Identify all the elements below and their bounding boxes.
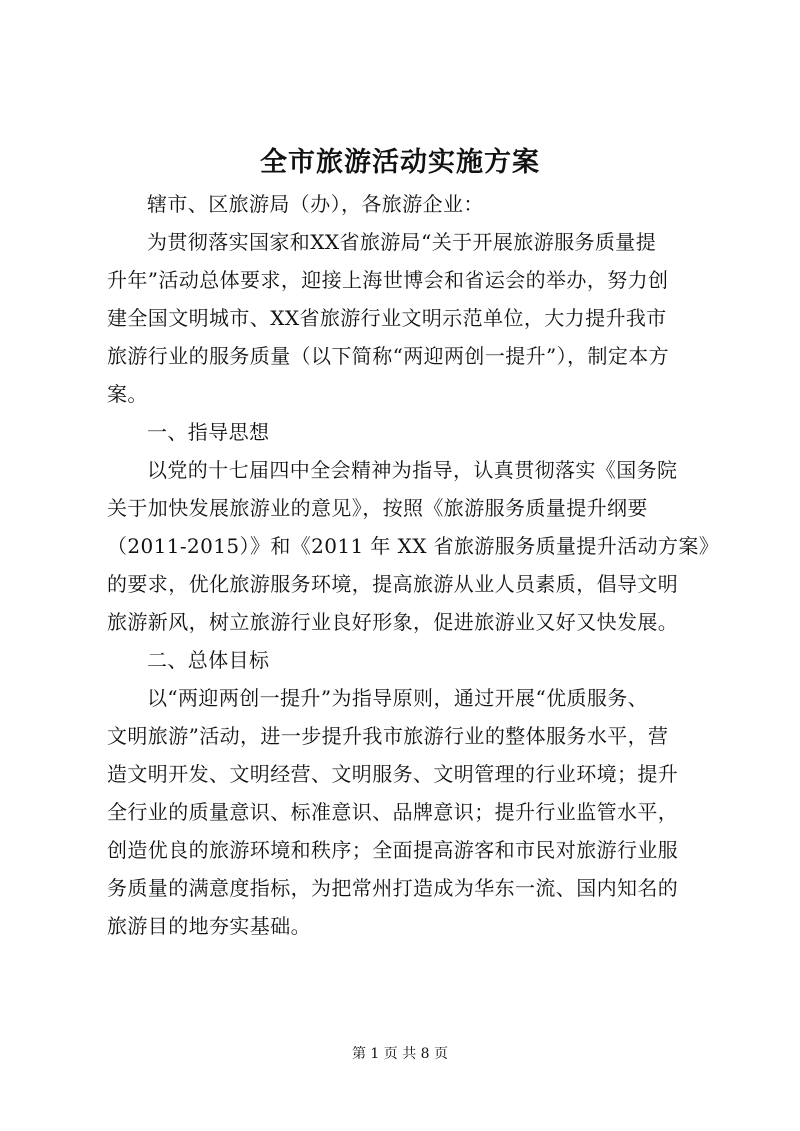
paragraph-line: 旅游目的地夯实基础。 xyxy=(107,914,311,938)
paragraph-line: 建全国文明城市、XX省旅游行业文明示范单位，大力提升我市 xyxy=(107,306,667,330)
paragraph-line: 造文明开发、文明经营、文明服务、文明管理的行业环境；提升 xyxy=(107,762,679,786)
overall-goal-paragraph xyxy=(107,679,717,945)
paragraph-line: 以“两迎两创一提升”为指导原则，通过开展“优质服务、 xyxy=(147,686,649,710)
paragraph-line: 文明旅游”活动，进一步提升我市旅游行业的整体服务水平，营 xyxy=(107,724,669,748)
page-number-footer: 第 1 页 共 8 页 xyxy=(351,1046,449,1062)
paragraph-line: 全行业的质量意识、标准意识、品牌意识；提升行业监管水平， xyxy=(107,800,679,824)
section-heading-overall-goal: 二、总体目标 xyxy=(147,648,270,672)
intro-paragraph xyxy=(107,223,717,413)
document-title: 全市旅游活动实施方案 xyxy=(260,147,540,178)
paragraph-line: 旅游新风，树立旅游行业良好形象，促进旅游业又好又快发展。 xyxy=(107,610,679,634)
paragraph-line: 关于加快发展旅游业的意见》，按照《旅游服务质量提升纲要 xyxy=(107,496,648,520)
section-heading-guiding-thought: 一、指导思想 xyxy=(147,420,270,444)
paragraph-line: 旅游行业的服务质量（以下简称“两迎两创一提升”），制定本方 xyxy=(107,344,670,368)
paragraph-line: 的要求，优化旅游服务环境，提高旅游从业人员素质，倡导文明 xyxy=(107,572,679,596)
paragraph-line: 为贯彻落实国家和XX省旅游局“关于开展旅游服务质量提 xyxy=(147,230,657,254)
paragraph-line: 案。 xyxy=(107,382,148,406)
guiding-thought-paragraph xyxy=(107,451,720,641)
document-body xyxy=(107,185,720,945)
salutation: 辖市、区旅游局（办），各旅游企业： xyxy=(147,192,484,216)
paragraph-line: 以党的十七届四中全会精神为指导，认真贯彻落实《国务院 xyxy=(147,458,678,482)
paragraph-line: 创造优良的旅游环境和秩序；全面提高游客和市民对旅游行业服 xyxy=(107,838,679,862)
paragraph-line: 升年”活动总体要求，迎接上海世博会和省运会的举办，努力创 xyxy=(107,268,669,292)
paragraph-line: （2011-2015）》和《2011 年 XX 省旅游服务质量提升活动方案》 xyxy=(107,534,720,558)
paragraph-line: 务质量的满意度指标，为把常州打造成为华东一流、国内知名的 xyxy=(107,876,679,900)
